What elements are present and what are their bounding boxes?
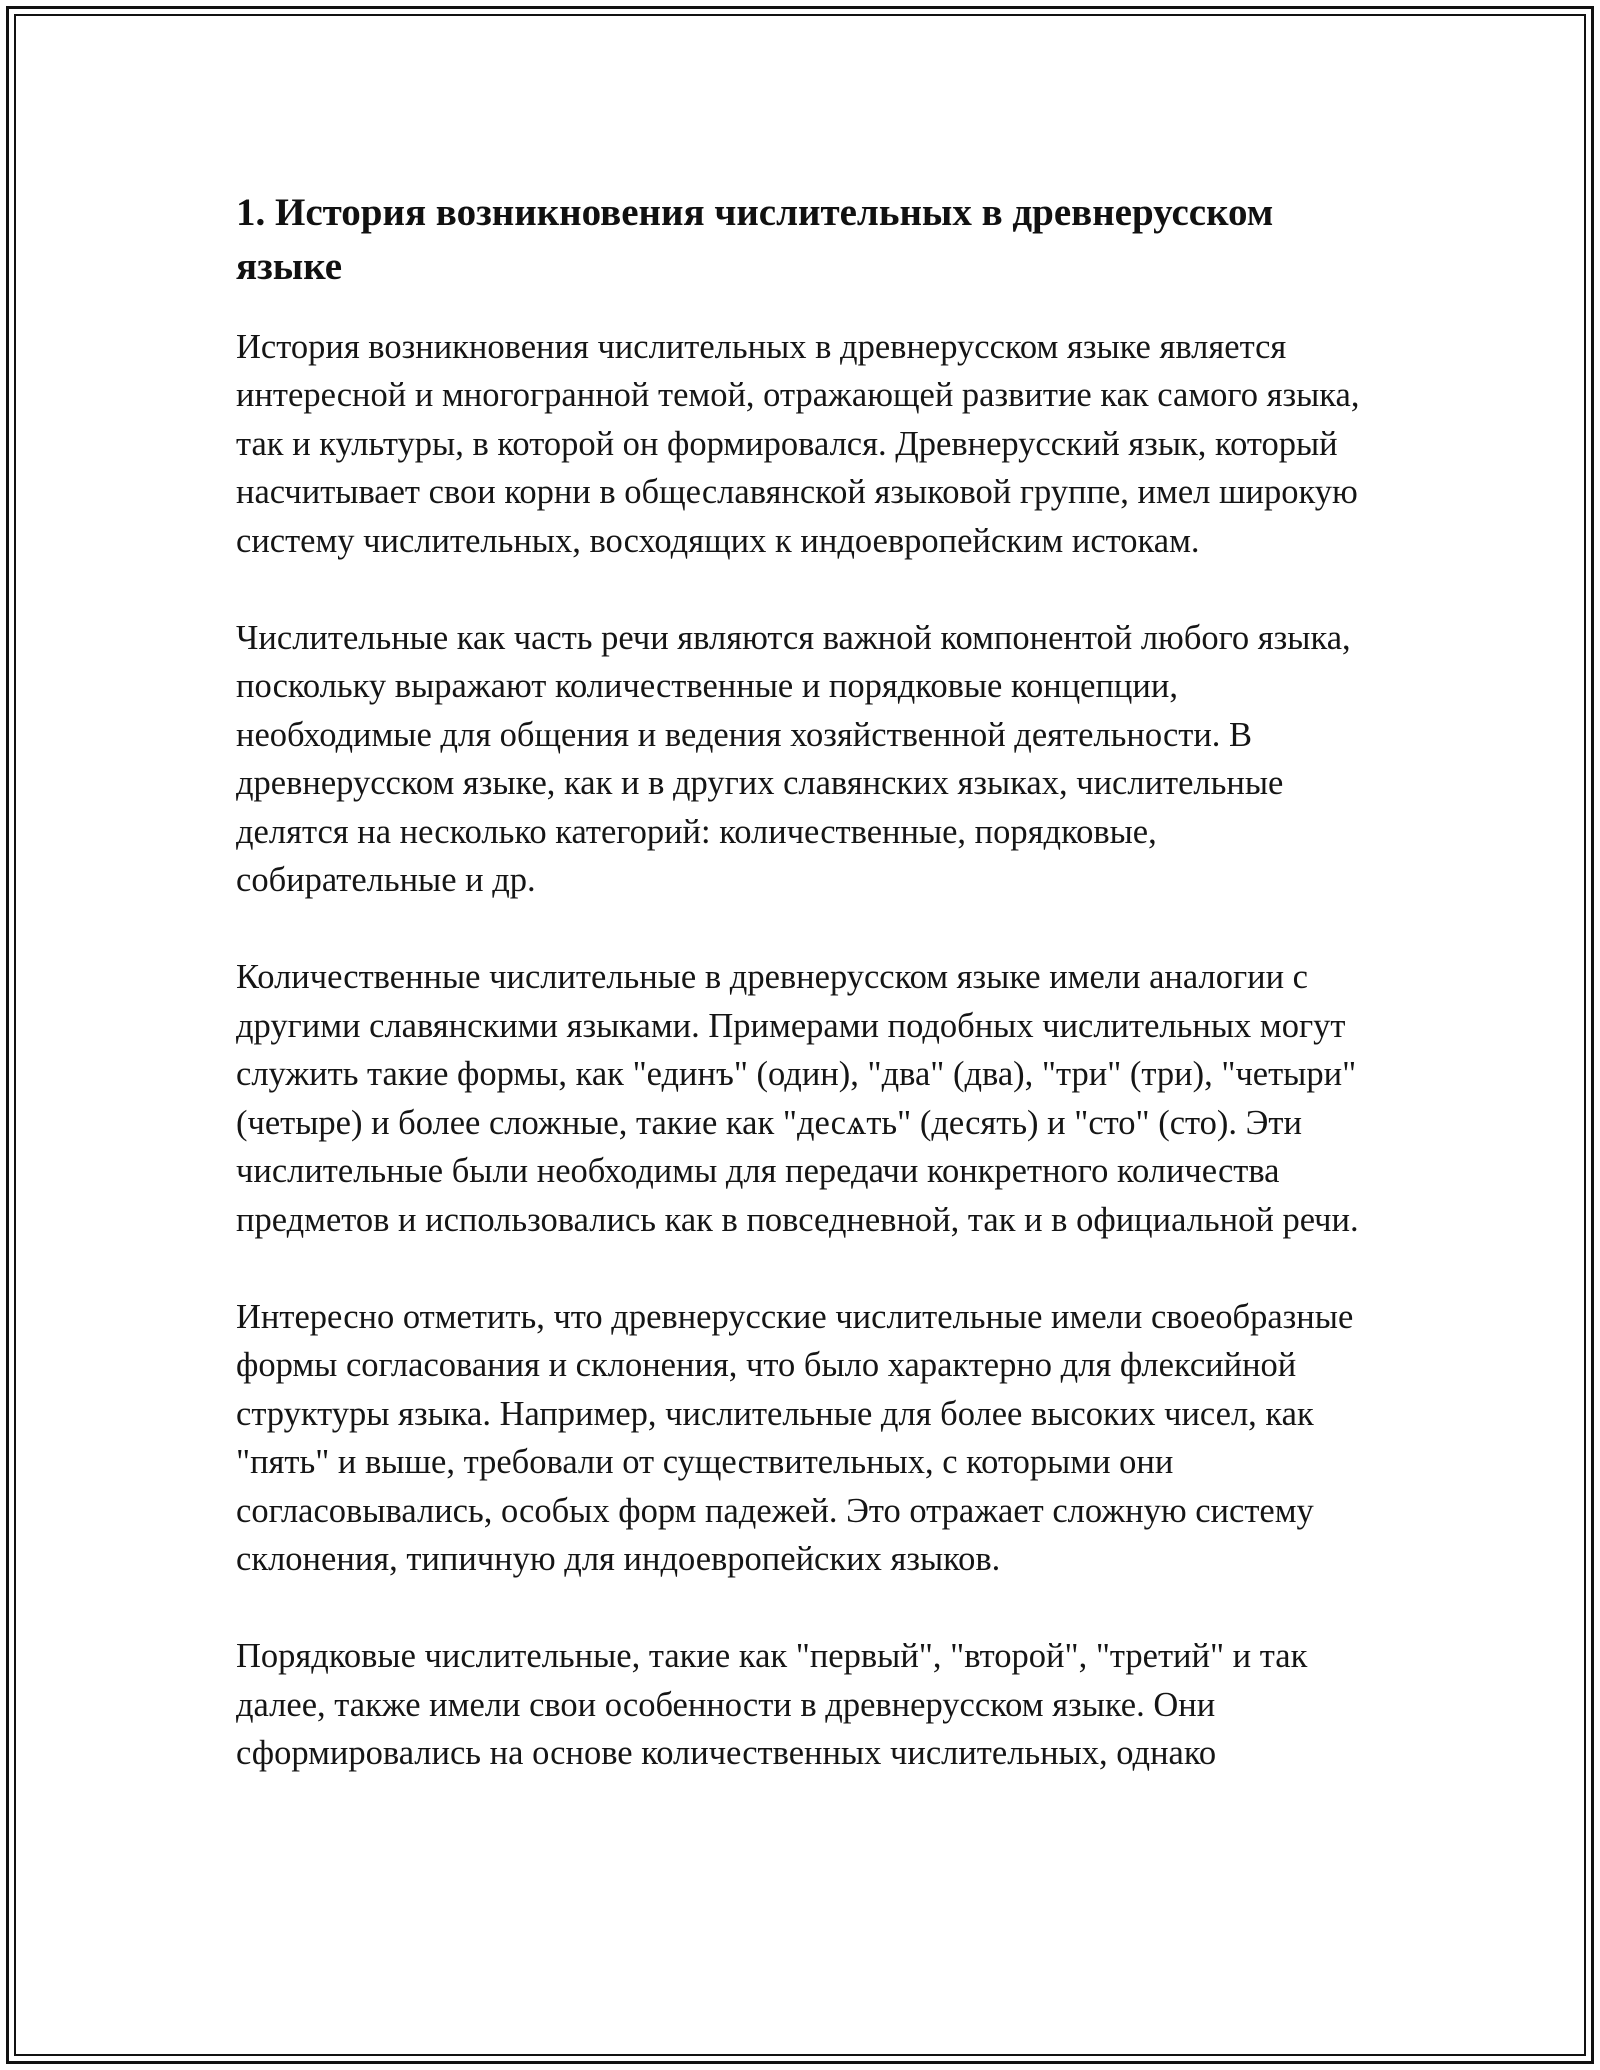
paragraph-4: Интересно отметить, что древнерусские числительные имели своеобразные формы согласования и склонения, что было характерно для флексийной структуры языка. Например, числительные для более высоких чисел, как "пять" и выше, требовали от существительных, с которыми они согласовывались, особых форм падежей. Это отражает сложную систему склонения, типичную для индоевропейских языков. (236, 1297, 1354, 1578)
paragraph-2: Числительные как часть речи являются важной компонентой любого языка, поскольку выражают количественные и порядковые концепции, необходимые для общения и ведения хозяйственной деятельности. В древнерусском языке, как и в других славянских языках, числительные делятся на несколько категорий: количественные, порядковые, собирательные и др. (236, 619, 1351, 900)
paragraph-1: История возникновения числительных в древнерусском языке является интересной и многогранной темой, отражающей развитие как самого языка, так и культуры, в которой он формировался. Древнерусский язык, который насчитывает свои корни в общеславянской языковой группе, имел широкую систему числительных, восходящих к индоевропейским истокам. (236, 328, 1360, 560)
paragraph-5: Порядковые числительные, такие как "первый", "второй", "третий" и так далее, также имели свои особенности в древнерусском языке. Они сформировались на основе количественных числительных, однако (236, 1637, 1308, 1773)
paragraph-3: Количественные числительные в древнерусском языке имели аналогии с другими славянскими языками. Примерами подобных числительных могут служить такие формы, как "единъ" (один), "два" (два), "три" (три), "четыри" (четыре) и более сложные, такие как "десѧть" (десять) и "сто" (сто). Эти числительные были необходимы для передачи конкретного количества предметов и использовались как в повседневной, так и в официальной речи. (236, 958, 1359, 1239)
section-heading: 1. История возникновения числительных в древнерусском языке (236, 191, 1274, 288)
document-body (236, 186, 1371, 1778)
